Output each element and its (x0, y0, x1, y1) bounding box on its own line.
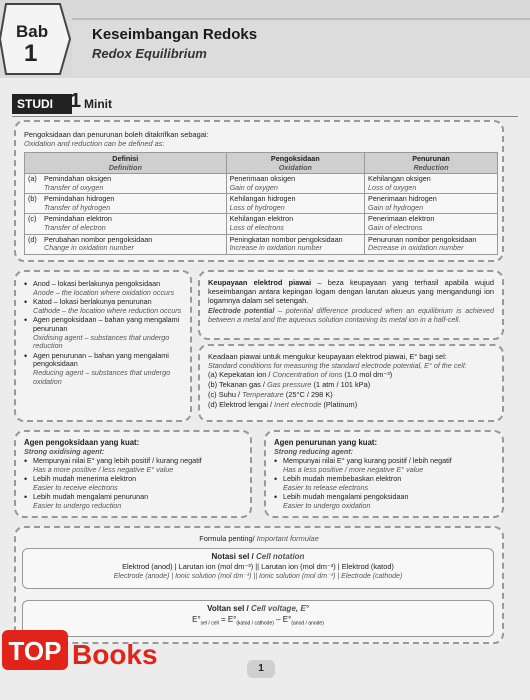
oxidising-title-en: Strong oxidising agent: (24, 447, 105, 456)
conditions-item: (d) Elektrod lengai / Inert electrode (Platinum) (208, 400, 358, 409)
cell-definition: Perubahan nombor pengoksidaan Change in oxidation number (41, 234, 226, 254)
reducing-list (274, 457, 494, 511)
definition-intro-en: Oxidation and reduction can be defined as: (24, 139, 165, 148)
row-label: (b) (25, 194, 42, 214)
conditions-item: (c) Suhu / Temperature (25°C / 298 K) (208, 390, 333, 399)
potential-ms: Keupayaan elektrod piawai – beza keupayaan yang terhasil apabila wujud keseimbangan antara kepingan logam dengan larutan akueus yang mengandungi ion logamnya dalam sel setengah. (208, 278, 494, 306)
list-item: • Mempunyai nilai E° yang kurang positif / lebih negatif Has a less positive / more negative E° value (274, 457, 494, 474)
chapter-word: Bab (16, 22, 49, 41)
header-reduction: Penurunan Reduction (365, 153, 498, 174)
conditions-item: (b) Tekanan gas / Gas pressure (1 atm / 101 kPa) (208, 380, 371, 389)
cell-notation-title: Notasi sel / Cell notation (211, 552, 305, 561)
list-item: • Agen pengoksidaan – bahan yang mengalami penurunan Oxidising agent – substances that undergo reduction (24, 316, 182, 350)
definition-intro-ms: Pengoksidaan dan penurunan boleh ditakrifkan sebagai: (24, 130, 209, 139)
list-item: • Katod – lokasi berlakunya penurunan Cathode – the location where reduction occurs (24, 298, 182, 315)
electrode-potential-box (198, 270, 504, 340)
conditions-intro-en: Standard conditions for measuring the standard electrode potential, E° of the cell: (208, 361, 467, 370)
oxidising-list (24, 457, 242, 511)
table-row (25, 194, 498, 214)
cell-oxidation: Peningkatan nombor pengoksidaan Increase in oxidation number (226, 234, 364, 254)
reducing-title-en: Strong reducing agent: (274, 447, 354, 456)
cell-voltage-equation: $E^\circ_{sel / cell} = E^\circ_{(katod / cathode)} - E^\circ_{(anod / anode)}$ (192, 615, 324, 627)
table-row (25, 174, 498, 194)
header-oxidation: Pengoksidaan Oxidation (226, 153, 364, 174)
table-row (25, 234, 498, 254)
list-item: • Anod – lokasi berlakunya pengoksidaan Anode – the location where oxidation occurs (24, 280, 182, 297)
cell-voltage-title: Voltan sel / Cell voltage, E° (207, 604, 309, 613)
definition-intro (24, 130, 209, 148)
definition-table (24, 152, 498, 255)
chapter-number: 1 (24, 40, 38, 67)
chapter-title: Keseimbangan Redoks (92, 26, 258, 43)
potential-en: Electrode potential – potential difference produced when an equilibrium is achieved between a metal and the aqueous solution containing its metal ion in a half-cell. (208, 305, 494, 324)
studi-word: STUDI (12, 94, 72, 114)
definition-box (14, 120, 504, 262)
standard-conditions-box (198, 344, 504, 422)
table-header-row (25, 153, 498, 174)
divider (12, 116, 518, 117)
studi-number: 1 (70, 90, 82, 112)
studi-minit: Minit (84, 97, 112, 111)
cell-reduction: Penerimaan hidrogen Gain of hydrogen (365, 194, 498, 214)
conditions-item: (a) Kepekatan ion / Concentration of ions (1.0 mol dm⁻³) (208, 370, 393, 379)
cell-definition: Pemindahan elektron Transfer of electron (41, 214, 226, 234)
terms-list (24, 280, 182, 386)
table-row (25, 214, 498, 234)
cell-definition: Pemindahan oksigen Transfer of oxygen (41, 174, 226, 194)
cell-reduction: Penurunan nombor pengoksidaan Decrease in oxidation number (365, 234, 498, 254)
cell-oxidation: Penerimaan oksigen Gain of oxygen (226, 174, 364, 194)
cell-notation-panel (22, 548, 494, 589)
list-item: • Lebih mudah menerima elektron Easier to receive electrons (24, 475, 242, 492)
oxidising-title: Agen pengoksidaan yang kuat: (24, 438, 140, 447)
conditions-intro-ms: Keadaan piawai untuk mengukur keupayaan elektrod piawai, E° bagi sel: (208, 352, 447, 361)
list-item: • Agen penurunan – bahan yang mengalami pengoksidaan Reducing agent – substances that undergo oxidation (24, 352, 182, 386)
chapter-title-english: Redox Equilibrium (92, 46, 207, 61)
watermark-books-text: Books (72, 639, 158, 670)
page-number: 1 (247, 660, 275, 678)
list-item: • Lebih mudah mengalami penurunan Easier to undergo reduction (24, 493, 242, 510)
oxidising-agent-box (14, 430, 252, 518)
cell-reduction: Penerimaan elektron Gain of electrons (365, 214, 498, 234)
list-item: • Mempunyai nilai E° yang lebih positif / kurang negatif Has a more positive / less negative E° value (24, 457, 242, 474)
topbooks-watermark-logo (0, 622, 170, 678)
reducing-agent-box (264, 430, 504, 518)
terms-box (14, 270, 192, 422)
cell-notation-en: Electrode (anode) | Ionic solution (mol dm⁻³) || Ionic solution (mol dm⁻³) | Electrode (cathode) (113, 573, 403, 580)
row-label: (a) (25, 174, 42, 194)
list-item: • Lebih mudah membebaskan elektron Easier to release electrons (274, 475, 494, 492)
formula-title: Formula penting/ Important formulae (199, 534, 319, 543)
row-label: (d) (25, 234, 42, 254)
reducing-title: Agen penurunan yang kuat: (274, 438, 378, 447)
list-item: • Lebih mudah mengalami pengoksidaan Easier to undergo oxidation (274, 493, 494, 510)
cell-oxidation: Kehilangan elektron Loss of electrons (226, 214, 364, 234)
chapter-badge (0, 0, 72, 78)
header-definition: Definisi Definition (25, 153, 227, 174)
cell-notation-ms: Elektrod (anod) | Larutan ion (mol dm⁻³) || Larutan ion (mol dm⁻³) | Elektrod (katod) (122, 562, 394, 571)
watermark-top-text: TOP (8, 636, 62, 666)
cell-oxidation: Kehilangan hidrogen Loss of hydrogen (226, 194, 364, 214)
row-label: (c) (25, 214, 42, 234)
cell-reduction: Kehilangan oksigen Loss of oxygen (365, 174, 498, 194)
cell-definition: Pemindahan hidrogen Transfer of hydrogen (41, 194, 226, 214)
